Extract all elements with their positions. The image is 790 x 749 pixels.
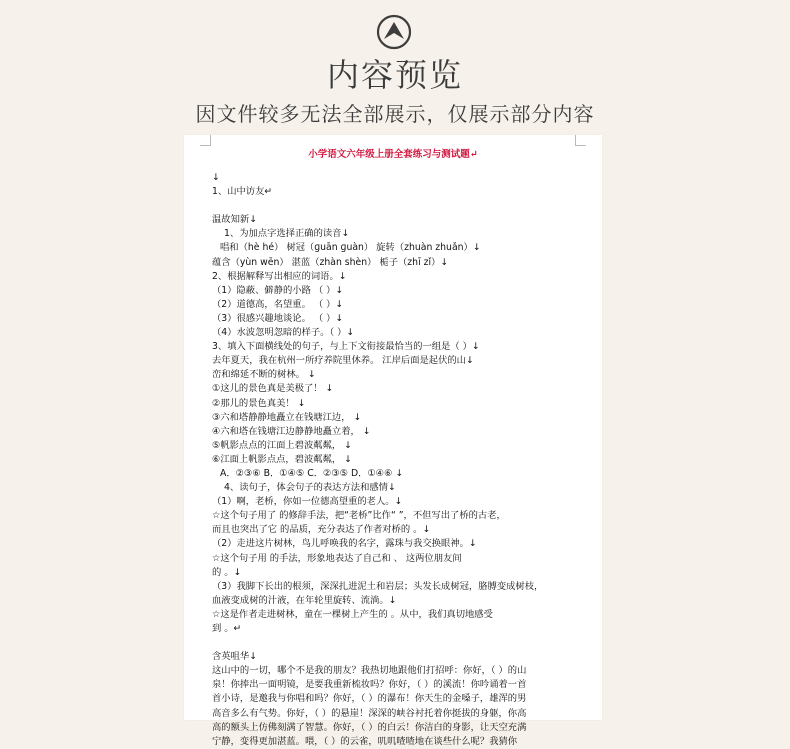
document-line: （1）隐蔽、僻静的小路 （ ）↓ — [212, 284, 344, 296]
document-line: 高音多么有气势。你好，（ ）的悬崖！深深的峡谷衬托着你挺拔的身躯，你高 — [212, 707, 527, 719]
document-line — [212, 636, 600, 650]
document-line: 到 。↵ — [212, 623, 242, 634]
document-line: 这山中的一切，哪个不是我的朋友？我热切地跟他们打招呼：你好，（ ）的山 — [212, 665, 527, 677]
document-line: ☆这是作者走进树林，童在一棵树上产生的 。从中，我们真切地感受 — [212, 608, 493, 620]
document-line: ⑤帆影点点的江面上碧波粼粼， ↓ — [212, 439, 352, 451]
document-line: ④六和塔在钱塘江边静静地矗立着， ↓ — [212, 425, 371, 437]
document-line: （2）走进这片树林，鸟儿呼唤我的名字，露珠与我交换眼神。↓ — [212, 538, 477, 550]
document-line — [212, 199, 600, 213]
document-line: （4）水波忽明忽暗的样子。（ ）↓ — [212, 327, 355, 339]
document-line: 3、填入下面横线处的句子，与上下文衔接最恰当的一组是（ ）↓ — [212, 341, 480, 353]
document-line: 1、山中访友↵ — [212, 186, 273, 198]
document-line: 唱和（hè hé） 树冠（ɡuān ɡuàn） 旋转（zhuàn zhuǎn）↓ — [220, 242, 481, 254]
document-line: 泉！你捧出一面明镜，是要我重新梳妆吗？你好，（ ）的溪流！你吟诵着一首 — [212, 679, 527, 691]
corner-mark-right — [575, 135, 586, 146]
document-line: ②那儿的景色真美！ ↓ — [212, 397, 306, 409]
document-body — [212, 171, 600, 749]
document-line: ☆这个句子用 的手法，形象地表达了自己和 、 这两位朋友间 — [212, 552, 462, 564]
document-line: 峦和绵延不断的树林。 ↓ — [212, 369, 316, 381]
document-line: 高的额头上仿佛刻满了智慧。你好，（ ）的白云！你洁白的身影，让天空充满 — [212, 721, 527, 733]
document-line: 2、根据解释写出相应的词语。↓ — [212, 270, 347, 282]
document-line: ①这儿的景色真是美极了！ ↓ — [212, 383, 334, 395]
document-line: （2）道德高，名望重。 （ ）↓ — [212, 298, 344, 310]
document-line: （3）很感兴趣地谈论。 （ ）↓ — [212, 312, 344, 324]
document-line: ↓ — [212, 172, 220, 183]
page-subtitle: 因文件较多无法全部展示，仅展示部分内容 — [195, 102, 595, 126]
document-line: （1）啊，老桥，你如一位德高望重的老人。↓ — [212, 496, 403, 508]
document-title: 小学语文六年级上册全套练习与测试题↵ — [308, 149, 478, 160]
document-line: 宁静，变得更加湛蓝。喂，（ ）的云雀，叽叽喳喳地在谈些什么呢？我猜你 — [212, 735, 518, 747]
document-line: ⑥江面上帆影点点，碧波粼粼， ↓ — [212, 453, 352, 465]
document-line: ③六和塔静静地矗立在钱塘江边， ↓ — [212, 411, 362, 423]
document-line: 温故知新↓ — [212, 214, 257, 226]
document-line: 4、读句子，体会句子的表达方法和感情↓ — [224, 482, 396, 494]
corner-mark-left — [200, 135, 211, 146]
document-line: 而且也突出了它 的品质，充分表达了作者对桥的 。↓ — [212, 524, 431, 536]
document-line: ☆这个句子用了 的修辞手法，把“老桥”比作“ ”，不但写出了桥的古老， — [212, 510, 506, 522]
document-line: 含英咀华↓ — [212, 651, 257, 663]
document-line: 去年夏天，我在杭州一所疗养院里休养。 江岸后面是起伏的山↓ — [212, 355, 474, 367]
document-line: 蕴含（yùn wēn） 湛蓝（zhàn shèn） 栀子（zhī zǐ）↓ — [212, 256, 449, 268]
page-title: 内容预览 — [326, 56, 463, 94]
document-line: 1、为加点字选择正确的读音↓ — [224, 228, 350, 240]
document-line: 的 。↓ — [212, 566, 242, 578]
document-line: 首小诗，是邀我与你唱和吗？你好，（ ）的瀑布！你天生的金嗓子，雄浑的男 — [212, 693, 527, 705]
document-line: （3）我脚下长出的根须，深深扎进泥土和岩层；头发长成树冠，胳膊变成树枝， — [212, 580, 544, 592]
logo-up-arrow-icon — [376, 14, 412, 50]
document-line: 血液变成树的汁液，在年轮里旋转、流淌。↓ — [212, 594, 397, 606]
document-line: A．②③⑥ B．①④⑤ C．②③⑤ D．①④⑥ ↓ — [220, 467, 404, 479]
document-preview — [184, 135, 602, 747]
